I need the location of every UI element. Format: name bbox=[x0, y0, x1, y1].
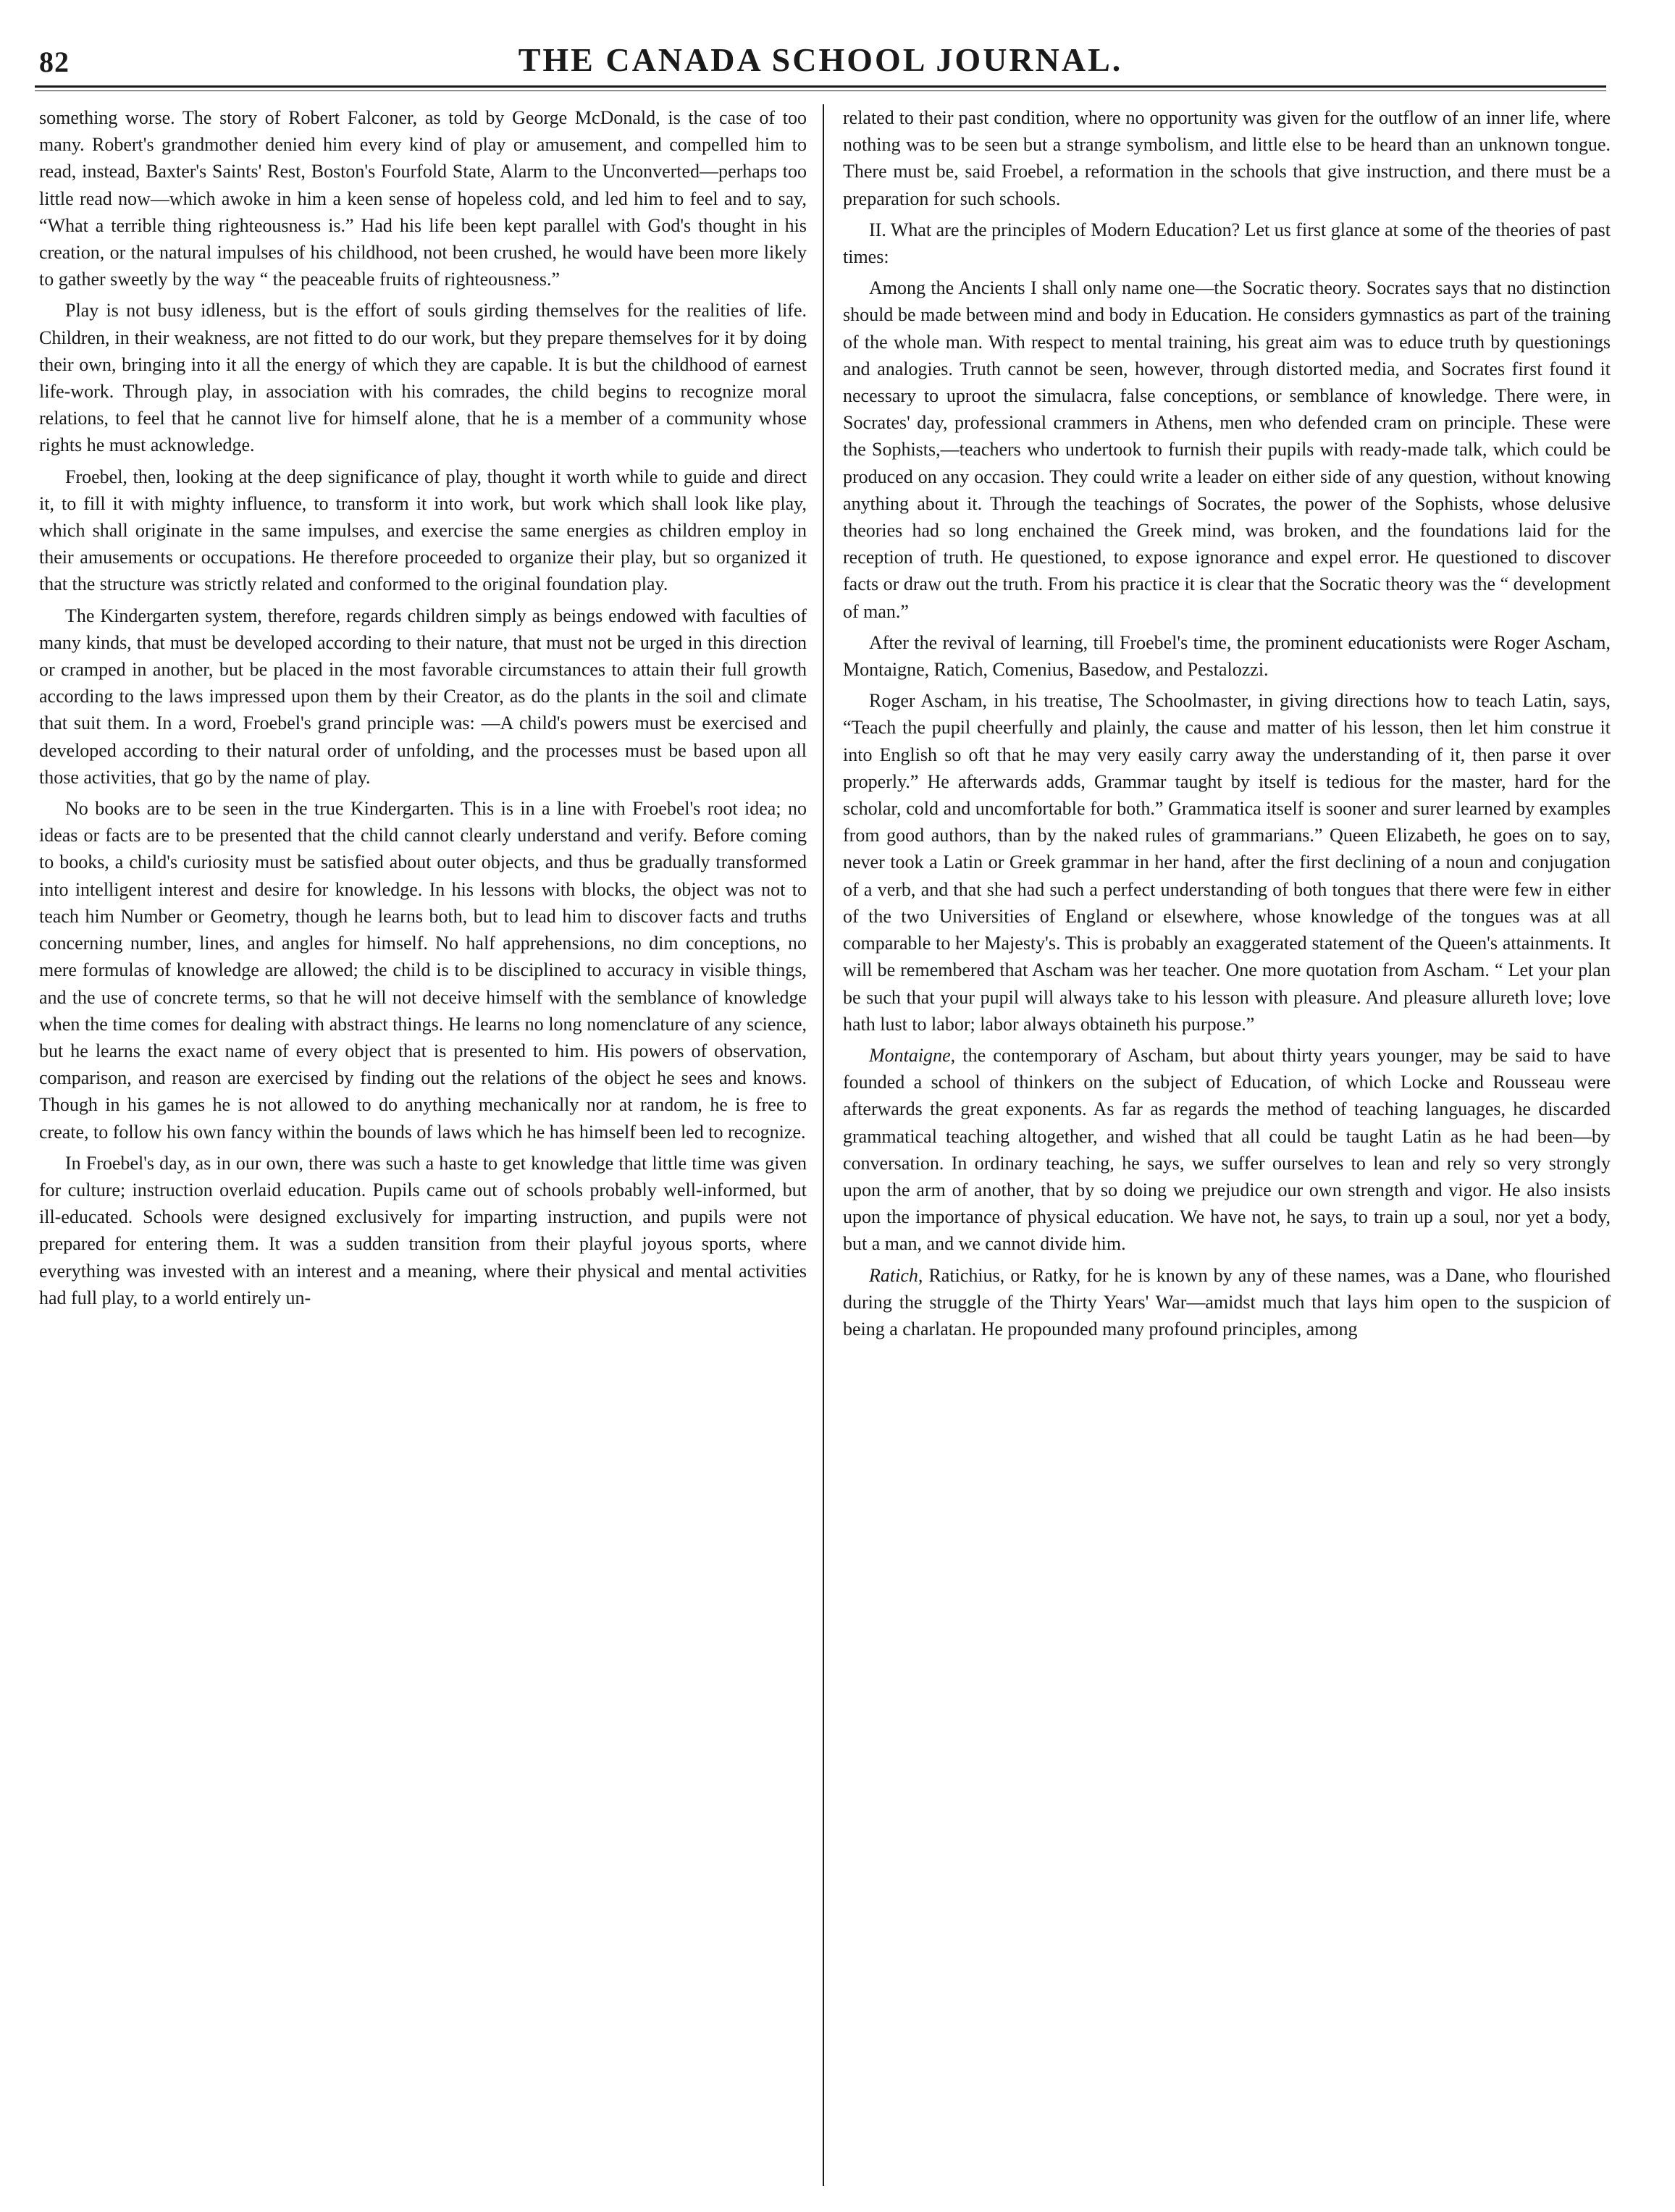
paragraph-text: Ratichius, or Ratky, for he is known by any of these names, was a Dane, who flourished during the struggle of the Thirty Years' War—amidst much that lays him open to the suspicion of being a charlatan. He propounded many profound principles, among bbox=[843, 1264, 1611, 1340]
paragraph-text: the contemporary of Ascham, but about thirty years younger, may be said to have founded a school of thinkers on the subject of Education, of which Locke and Rousseau were afterwards the great exponents. As far as regards the method of teaching languages, he discarded grammatical teaching altogether, and wished that all could be taught Latin as he had been—by conversation. In ordinary teaching, he says, we suffer ourselves to lean and rely so very strongly upon the arm of another, that by so doing we prejudice our own strength and vigor. He also insists upon the importance of physical education. We have not, he says, to train up a soul, nor yet a body, but a man, and we cannot divide him. bbox=[843, 1044, 1611, 1255]
paragraph: No books are to be seen in the true Kindergarten. This is in a line with Froebel's root idea; no ideas or facts are to be presented that the child cannot clearly understand and verify. Before coming to books, a child's curiosity must be satisfied about outer objects, and thus be gradually transformed into intelligent interest and desire for knowledge. In his lessons with blocks, the object was not to teach him Number or Geometry, though he learns both, but to lead him to discover facts and truths concerning number, lines, and angles for himself. No half apprehensions, no dim conceptions, no mere formulas of knowledge are allowed; the child is to be disciplined to accuracy in visible things, and the use of concrete terms, so that he will not deceive himself with the semblance of knowledge when the time comes for dealing with abstract things. He learns no long nomenclature of any science, but he learns the exact name of every object that is presented to him. His powers of observation, comparison, and reason are exercised by finding out the relations of the object he sees and knows. Though in his games he is not allowed to do anything mechanically nor at random, he is free to create, to follow his own fancy within the bounds of laws which he has himself been led to recognize. bbox=[39, 798, 807, 1143]
paragraph: II. What are the principles of Modern Education? Let us first glance at some of the theories of past times: bbox=[843, 219, 1611, 268]
paragraph-montaigne bbox=[843, 1042, 1611, 1258]
paragraph: In Froebel's day, as in our own, there was such a haste to get knowledge that little time was given for culture; instruction overlaid education. Pupils came out of schools probably well-informed, but ill-educated. Schools were designed exclusively for imparting instruction, and pupils were not prepared for entering them. It was a sudden transition from their playful joyous sports, where everything was invested with an interest and a meaning, where their physical and mental activities had full play, to a world entirely un- bbox=[39, 1152, 807, 1308]
paragraph: After the revival of learning, till Froebel's time, the prominent educationists were Roger Ascham, Montaigne, Ratich, Comenius, Basedow, and Pestalozzi. bbox=[843, 631, 1611, 681]
column-divider bbox=[823, 104, 824, 2186]
right-column bbox=[843, 104, 1611, 1347]
paragraph: something worse. The story of Robert Falconer, as told by George McDonald, is the case of too many. Robert's grandmother denied him every kind of play or amusement, and compelled him to read, instead, Baxter's Saints' Rest, Boston's Fourfold State, Alarm to the Unconverted—perhaps too little read now—which awoke in him a keen sense of hopeless cold, and led him to feel and to say, “What a terrible thing righteousness is.” Had his life been kept parallel with God's thought in his creation, or the natural impulses of his childhood, not been crushed, he would have been more likely to gather sweetly by the way “ the peaceable fruits of righteousness.” bbox=[39, 107, 807, 290]
name-montaigne: Montaigne, bbox=[869, 1044, 956, 1066]
article-body bbox=[35, 104, 1611, 2191]
paragraph: Roger Ascham, in his treatise, The Schoolmaster, in giving directions how to teach Latin, says, “Teach the pupil cheerfully and plainly, the cause and matter of his lesson, then let him construe it into English so oft that he may very easily carry away the understanding of it, then parse it over properly.” He afterwards adds, Grammar taught by itself is tedious for the master, hard for the scholar, cold and uncomfortable for both.” Grammatica itself is sooner and surer learned by examples from good authors, than by the naked rules of grammarians.” Queen Elizabeth, he goes on to say, never took a Latin or Greek grammar in her hand, after the first declining of a noun and conjugation of a verb, and that she had such a perfect understanding of both tongues that there were few in either of the two Universities of England or elsewhere, whose knowledge of the tongues was at all comparable to her Majesty's. This is probably an exaggerated statement of the Queen's attainments. It will be remembered that Ascham was her teacher. One more quotation from Ascham. “ Let your plan be such that your pupil will always take to his lesson with pleasure. And pleasure allureth love; love hath lust to labor; labor always obtaineth his purpose.” bbox=[843, 690, 1611, 1035]
paragraph: The Kindergarten system, therefore, regards children simply as beings endowed with faculties of many kinds, that must be developed according to their nature, that must not be urged in this direction or cramped in another, but be placed in the most favorable circumstances to attain their full growth according to the laws impressed upon them by their Creator, as do the plants in the soil and climate that suit them. In a word, Froebel's grand principle was: —A child's powers must be exercised and developed according to their natural order of unfolding, and the processes must be based upon all those activities, that go by the name of play. bbox=[39, 605, 807, 788]
page-number: 82 bbox=[39, 46, 70, 78]
name-ratich: Ratich, bbox=[869, 1264, 923, 1286]
left-column bbox=[39, 104, 807, 1316]
paragraph: Among the Ancients I shall only name one—the Socratic theory. Socrates says that no distinction should be made between mind and body in Education. He considers gymnastics as part of the training of the whole man. With respect to mental training, his great aim was to educe truth by questionings and analogies. Truth cannot be seen, however, through distorted media, and Socrates first found it necessary to uproot the simulacra, false conceptions, or semblance of knowledge. There were, in Socrates' day, professional crammers in Athens, men who defended cram on principle. These were the Sophists,—teachers who undertook to furnish their pupils with ready-made talk, which could be produced on any occasion. They could write a leader on either side of any question, without knowing anything about it. Through the teachings of Socrates, the power of the Sophists, whose delusive theories had so long enchained the Greek mind, was broken, and the foundations laid for the reception of truth. He questioned, to expose ignorance and expel error. He questioned to discover facts or draw out the truth. From his practice it is clear that the Socratic theory was the “ development of man.” bbox=[843, 277, 1611, 622]
page-header bbox=[35, 26, 1606, 91]
running-title: THE CANADA SCHOOL JOURNAL. bbox=[518, 41, 1123, 78]
paragraph-ratich bbox=[843, 1262, 1611, 1343]
journal-page bbox=[35, 26, 1611, 2191]
paragraph: related to their past condition, where no opportunity was given for the outflow of an inner life, where nothing was to be seen but a strange symbolism, and little else to be heard than an unknown tongue. There must be, said Froebel, a reformation in the schools that give instruction, and there must be a preparation for such schools. bbox=[843, 107, 1611, 209]
header-rule bbox=[35, 85, 1606, 91]
paragraph: Play is not busy idleness, but is the effort of souls girding themselves for the realities of life. Children, in their weakness, are not fitted to do our work, but they prepare themselves for it by doing their own, bringing into it all the energy of which they are capable. It is but the childhood of earnest life-work. Through play, in association with his comrades, the child begins to recognize moral relations, to feel that he cannot live for himself alone, that he is a member of a community whose rights he must acknowledge. bbox=[39, 300, 807, 456]
paragraph: Froebel, then, looking at the deep significance of play, thought it worth while to guide and direct it, to fill it with mighty influence, to transform it into work, but work which shall look like play, which shall originate in the same impulses, and exercise the same energies as children employ in their amusements or occupations. He therefore proceeded to organize their play, but so organized it that the structure was strictly related and conformed to the original foundation play. bbox=[39, 466, 807, 595]
